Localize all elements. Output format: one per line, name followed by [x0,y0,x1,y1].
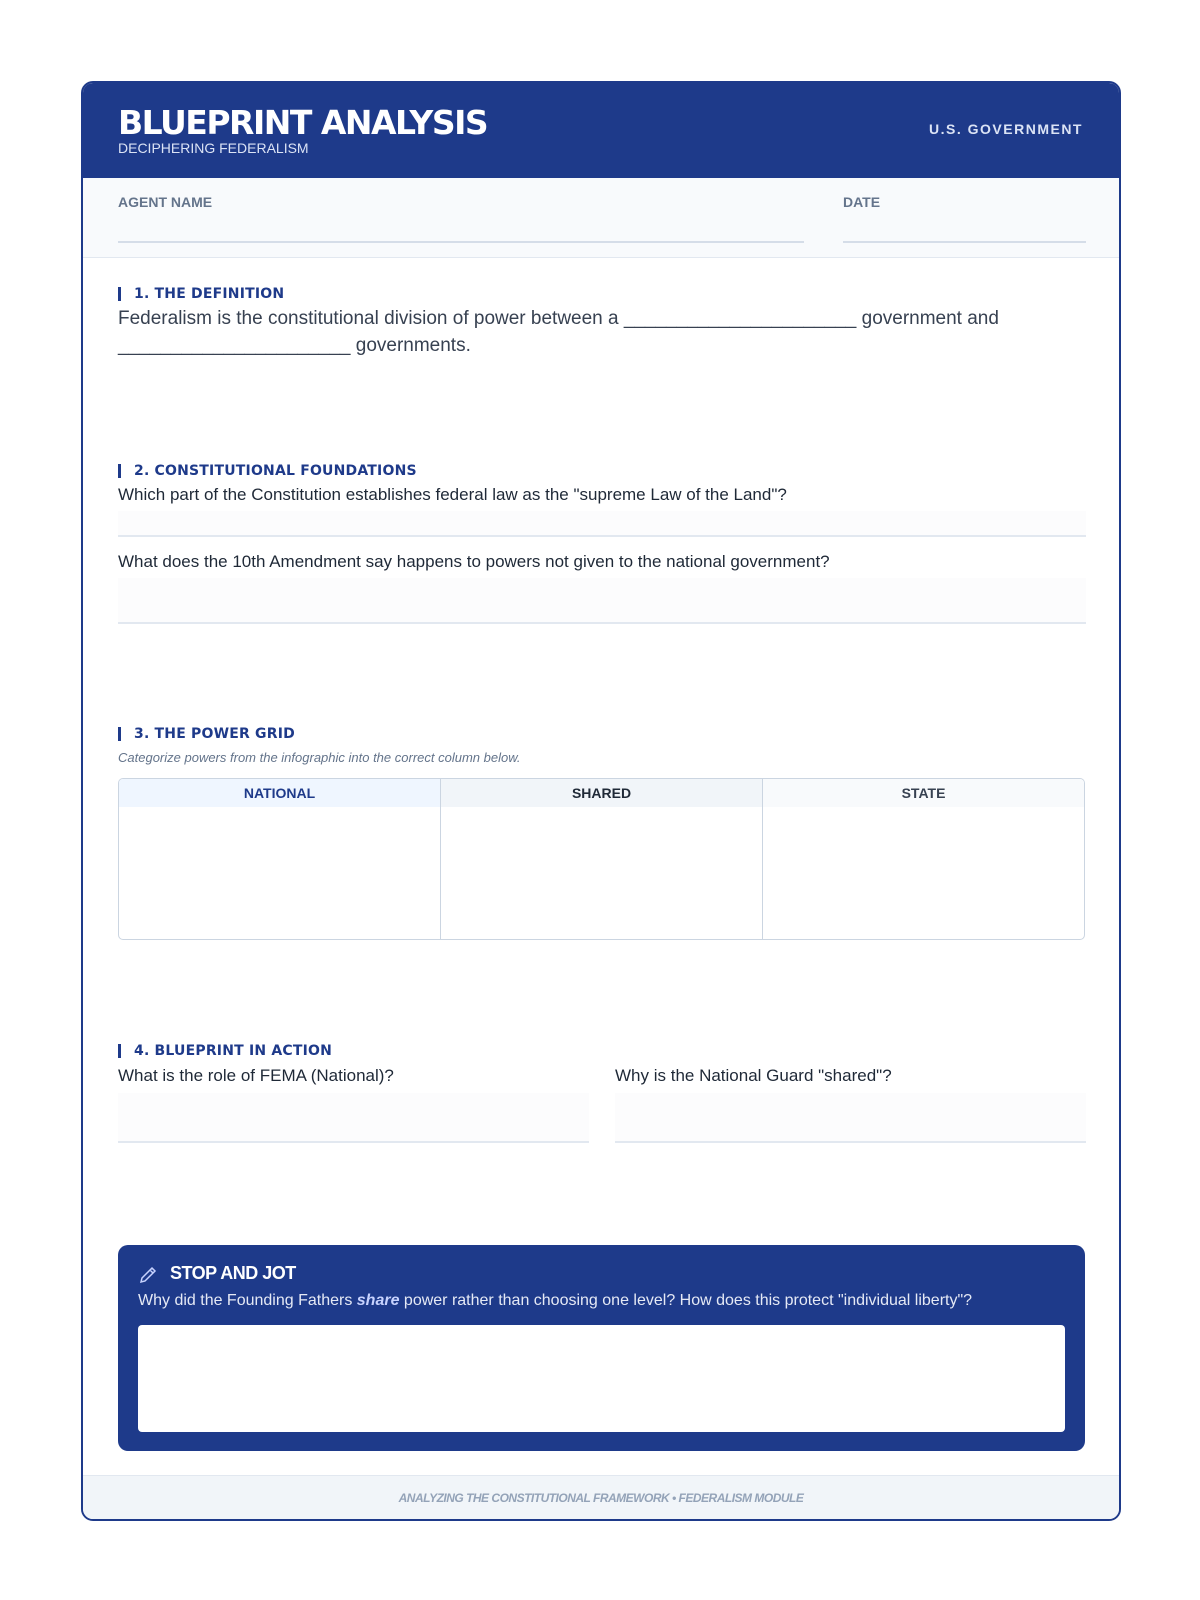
agent-name-field[interactable] [118,241,804,243]
question-emphasis: share [356,1292,400,1309]
footer: ANALYZING THE CONSTITUTIONAL FRAMEWORK • FEDERALISM MODULE [83,1475,1119,1519]
column-state[interactable] [763,779,1084,939]
answer-fema[interactable] [118,1093,589,1143]
answer-national-guard[interactable] [615,1093,1086,1143]
stop-and-jot-box [118,1245,1085,1451]
definition-line-1: Federalism is the constitutional division of power between a ______________________ government and [118,308,999,329]
agent-name-label: AGENT NAME [118,194,213,210]
section-3-heading: 3. THE POWER GRID [118,727,295,741]
power-grid [118,778,1085,940]
column-shared[interactable] [441,779,763,939]
column-header-shared: SHARED [441,779,762,807]
pencil-icon [138,1265,158,1285]
question-national-guard: Why is the National Guard "shared"? [615,1066,892,1085]
section-1-heading: 1. THE DEFINITION [118,287,284,301]
agent-info [83,178,1119,258]
date-field[interactable] [843,241,1086,243]
question-supremacy: Which part of the Constitution establishes federal law as the "supreme Law of the Land"? [118,485,787,504]
question-fema: What is the role of FEMA (National)? [118,1066,394,1085]
worksheet-title: BLUEPRINT ANALYSIS [118,103,488,142]
answer-10th-amendment[interactable] [118,578,1086,624]
course-label: U.S. GOVERNMENT [929,121,1083,137]
answer-supremacy[interactable] [118,511,1086,537]
column-header-national: NATIONAL [119,779,440,807]
column-national[interactable] [119,779,441,939]
stop-and-jot-title: STOP AND JOT [170,1263,296,1283]
section-4-heading: 4. BLUEPRINT IN ACTION [118,1044,332,1058]
section-2-heading: 2. CONSTITUTIONAL FOUNDATIONS [118,464,417,478]
power-grid-instructions: Categorize powers from the infographic into the correct column below. [118,750,521,765]
stop-and-jot-answer[interactable] [138,1325,1065,1432]
worksheet-subtitle: DECIPHERING FEDERALISM [118,140,309,156]
question-text: power rather than choosing one level? How does this protect "individual liberty"? [399,1292,973,1309]
date-label: DATE [843,194,881,210]
definition-line-2: ______________________ governments. [118,335,471,356]
worksheet-header [83,83,1119,178]
worksheet-card [81,81,1121,1521]
question-10th-amendment: What does the 10th Amendment say happens to powers not given to the national government? [118,552,830,571]
question-text: Why did the Founding Fathers [138,1292,357,1309]
column-header-state: STATE [763,779,1084,807]
stop-and-jot-question [138,1292,972,1310]
